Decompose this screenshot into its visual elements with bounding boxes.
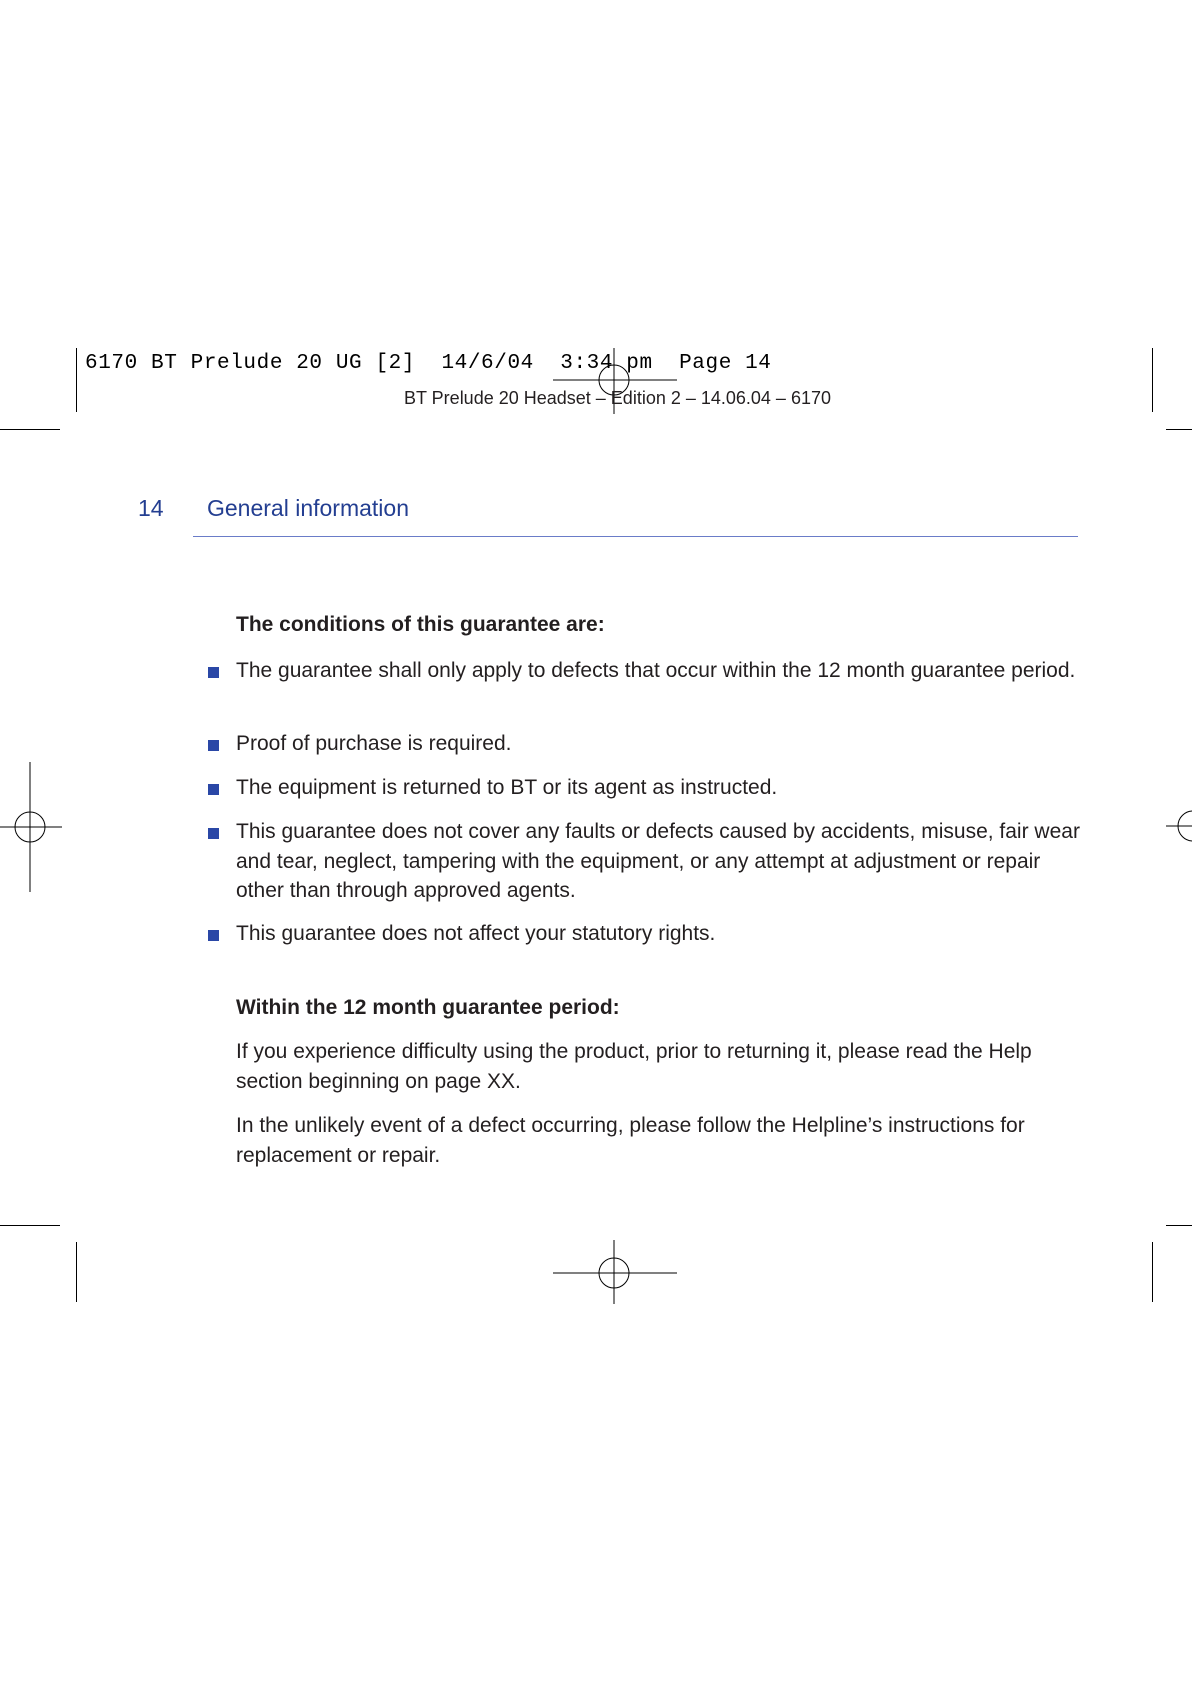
condition-item: This guarantee does not cover any faults or defects caused by accidents, misuse, fair wear and tear, neglect, tampering with the equipment, or any attempt at adjustment or repair other than through approved agents. bbox=[236, 820, 1080, 902]
page-number: 14 bbox=[138, 495, 164, 521]
within-period-paragraph: If you experience difficulty using the product, prior to returning it, please read the Help section beginning on page XX. bbox=[236, 1040, 1032, 1093]
bullet-marker bbox=[208, 784, 219, 795]
crop-mark bbox=[0, 429, 60, 430]
condition-item: The guarantee shall only apply to defects that occur within the 12 month guarantee period. bbox=[236, 659, 1076, 682]
crop-mark bbox=[1166, 429, 1192, 430]
condition-item: Proof of purchase is required. bbox=[236, 732, 512, 755]
crop-mark bbox=[0, 1225, 60, 1226]
conditions-heading: The conditions of this guarantee are: bbox=[236, 613, 605, 636]
bullet-marker bbox=[208, 828, 219, 839]
section-title: General information bbox=[207, 495, 409, 521]
edition-line: BT Prelude 20 Headset – Edition 2 – 14.06.04 – 6170 bbox=[404, 388, 831, 408]
registration-mark bbox=[553, 1240, 677, 1304]
bullet-marker bbox=[208, 740, 219, 751]
within-period-paragraph: In the unlikely event of a defect occurring, please follow the Helpline’s instructions for replacement or repair. bbox=[236, 1114, 1025, 1167]
crop-mark bbox=[1152, 348, 1153, 412]
header-rule bbox=[193, 536, 1078, 537]
registration-mark bbox=[0, 762, 62, 892]
crop-mark bbox=[76, 348, 77, 412]
bullet-marker bbox=[208, 667, 219, 678]
bullet-marker bbox=[208, 930, 219, 941]
crop-mark bbox=[76, 1242, 77, 1302]
printer-slug: 6170 BT Prelude 20 UG [2] 14/6/04 3:34 pm Page 14 bbox=[85, 352, 772, 375]
within-period-heading: Within the 12 month guarantee period: bbox=[236, 996, 620, 1019]
registration-mark bbox=[1166, 808, 1192, 844]
crop-mark bbox=[1166, 1225, 1192, 1226]
crop-mark bbox=[1152, 1242, 1153, 1302]
condition-item: The equipment is returned to BT or its agent as instructed. bbox=[236, 776, 778, 799]
condition-item: This guarantee does not affect your statutory rights. bbox=[236, 922, 716, 945]
